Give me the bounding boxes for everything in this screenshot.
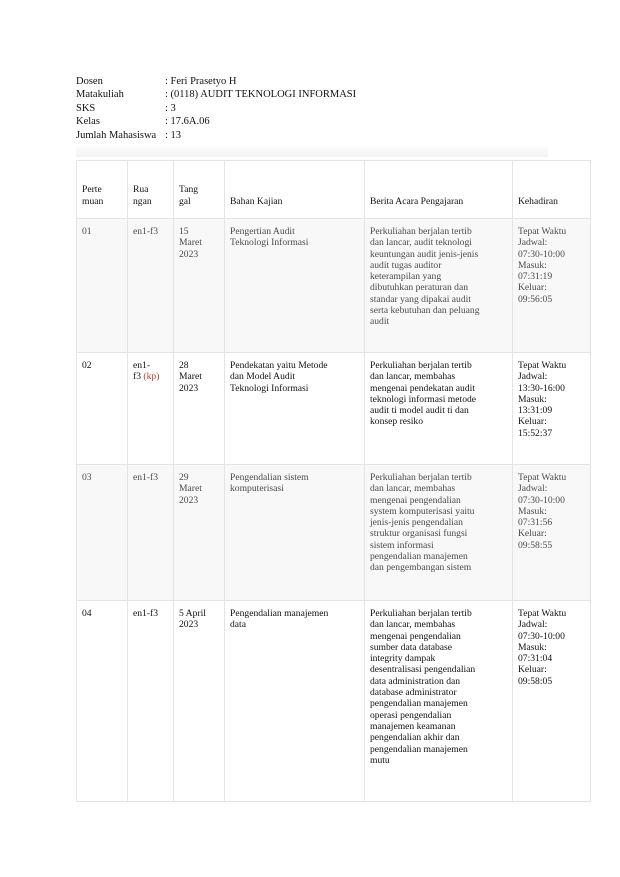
text-line: pengendalian akhir dan — [370, 732, 460, 744]
text-line: Masuk: — [518, 641, 547, 653]
text-line: 2023 — [179, 619, 199, 631]
column-header — [77, 161, 128, 219]
text-line: Jadwal: — [518, 237, 548, 249]
text-line: 13:30-16:00 — [518, 382, 565, 394]
text-line: Keluar: — [518, 528, 547, 540]
text-line: 07:31:56 — [518, 517, 553, 529]
text-line: 2023 — [179, 382, 199, 394]
text-line: mengenai pengendalian — [370, 630, 461, 642]
text-line: mengenai pendekatan audit — [370, 382, 475, 394]
text-line: 07:30-10:00 — [518, 248, 565, 260]
info-value: : 17.6A.06 — [165, 116, 210, 128]
text-line: Tepat Waktu — [518, 472, 567, 483]
tanggal-cell — [174, 219, 225, 353]
text-line: teknologi informasi metode — [370, 393, 477, 405]
info-row — [76, 102, 356, 115]
text-line: Jadwal: — [518, 483, 548, 495]
text-line: Masuk: — [518, 259, 547, 271]
text-line: gal — [179, 195, 191, 207]
column-header — [225, 161, 365, 219]
ruangan-cell — [128, 601, 174, 802]
text-line: ngan — [133, 195, 152, 207]
info-row — [76, 115, 356, 128]
text-line: dan lancar, membahas — [370, 371, 456, 383]
table-row — [77, 601, 591, 802]
header-divider — [76, 145, 548, 157]
text-line: keuntungan audit jenis-jenis — [370, 248, 479, 260]
text-line: Rua — [133, 184, 149, 196]
table-row — [77, 465, 591, 601]
text-line: 07:31:19 — [518, 271, 553, 283]
text-line: serta kebutuhan dan peluang — [370, 305, 480, 317]
text-line: manajemen keamanan — [370, 720, 456, 732]
text-line: pengendalian manajemen — [370, 698, 468, 710]
text-line: pengendalian manajemen — [370, 743, 468, 755]
text-line: Keluar: — [518, 282, 547, 294]
text-line: Perkuliahan berjalan tertib — [370, 608, 472, 619]
kehadiran-cell — [513, 219, 591, 353]
text-line: 09:58:55 — [518, 539, 553, 551]
info-row — [76, 75, 356, 88]
berita-acara-cell — [365, 353, 513, 465]
text-line: Jadwal: — [518, 371, 548, 383]
column-header — [174, 161, 225, 219]
pertemuan-cell: 04 — [77, 601, 128, 802]
text-line: 07:30-10:00 — [518, 494, 565, 506]
info-label: Dosen — [76, 76, 103, 87]
text-line: 15:52:37 — [518, 427, 553, 439]
text-line: 15 — [179, 226, 189, 237]
table-row — [77, 353, 591, 465]
bahan-kajian-cell — [225, 601, 365, 802]
info-label: Jumlah Mahasiswa — [76, 129, 157, 141]
bahan-kajian-cell — [225, 219, 365, 353]
text-line: konsep resiko — [370, 416, 424, 428]
text-line: 29 — [179, 472, 189, 483]
text-line: system komputerisasi yaitu — [370, 505, 475, 517]
text-line: 07:31:04 — [518, 653, 553, 665]
bahan-kajian-cell — [225, 465, 365, 601]
text-line: keterampilan yang — [370, 271, 442, 283]
text-line: 2023 — [179, 494, 199, 506]
text-line: en1-f3 — [133, 608, 159, 619]
text-line: Jadwal: — [518, 619, 548, 631]
info-label: SKS — [76, 102, 96, 114]
text-line: integrity dampak — [370, 653, 436, 665]
text-line: Tang — [179, 184, 199, 196]
text-line: 28 — [179, 360, 189, 371]
info-label: Matakuliah — [76, 89, 124, 101]
berita-acara-cell — [365, 219, 513, 353]
table-header-row — [77, 161, 591, 219]
text-line: dibutuhkan peraturan dan — [370, 282, 469, 294]
text-line: database administrator — [370, 687, 457, 699]
kehadiran-cell — [513, 601, 591, 802]
text-line: Tepat Waktu — [518, 226, 567, 237]
column-header — [128, 161, 174, 219]
text-line: desentralisasi pengendalian — [370, 664, 476, 676]
info-value: : 3 — [165, 102, 176, 114]
text-line: Perte — [82, 184, 102, 196]
course-info-block — [76, 75, 356, 142]
table-row — [77, 219, 591, 353]
text-line: Tepat Waktu — [518, 608, 567, 619]
text-line: Keluar: — [518, 664, 547, 676]
tanggal-cell — [174, 465, 225, 601]
text-line: mutu — [370, 754, 390, 766]
text-line: 07:30-10:00 — [518, 630, 565, 642]
text-line: data — [230, 619, 246, 631]
text-line: audit tugas auditor — [370, 259, 442, 271]
text-line: Teknologi Informasi — [230, 237, 309, 249]
text-line: 2023 — [179, 248, 199, 260]
text-line: dan lancar, membahas — [370, 483, 456, 495]
berita-acara-cell — [365, 465, 513, 601]
text-line: en1-f3 — [133, 226, 159, 237]
kehadiran-cell — [513, 465, 591, 601]
tanggal-cell — [174, 601, 225, 802]
room-note: (kp) — [143, 371, 160, 383]
column-header — [513, 161, 591, 219]
text-line: standar yang dipakai audit — [370, 293, 471, 305]
text-line: operasi pengendalian — [370, 709, 452, 721]
pertemuan-cell: 02 — [77, 353, 128, 465]
text-line: Pendekatan yaitu Metode — [230, 360, 328, 371]
text-line: 09:56:05 — [518, 293, 553, 305]
tanggal-cell — [174, 353, 225, 465]
text-line: Pengendalian sistem — [230, 472, 309, 483]
text-line: Teknologi Informasi — [230, 382, 309, 394]
text-line: Berita Acara Pengajaran — [370, 195, 464, 207]
text-line: Kehadiran — [518, 195, 558, 207]
text-line: Masuk: — [518, 393, 547, 405]
text-line: Perkuliahan berjalan tertib — [370, 226, 472, 237]
text-line: mengenai pengendalian — [370, 494, 461, 506]
text-line: en1-f3 — [133, 472, 159, 483]
text-line: Keluar: — [518, 416, 547, 428]
text-line: en1- — [133, 360, 151, 371]
info-value: : (0118) AUDIT TEKNOLOGI INFORMASI — [165, 89, 357, 101]
text-line: Bahan Kajian — [230, 195, 283, 207]
text-line: f3 — [133, 371, 141, 383]
berita-acara-cell — [365, 601, 513, 802]
info-value: : 13 — [165, 129, 182, 141]
text-line: sistem informasi — [370, 539, 434, 551]
text-line: 13:31:09 — [518, 405, 553, 417]
text-line: Perkuliahan berjalan tertib — [370, 360, 472, 371]
text-line: Pengertian Audit — [230, 226, 295, 237]
pertemuan-cell: 03 — [77, 465, 128, 601]
ruangan-cell — [128, 219, 174, 353]
text-line: muan — [82, 195, 104, 207]
pertemuan-cell: 01 — [77, 219, 128, 353]
info-row — [76, 129, 356, 142]
text-line: komputerisasi — [230, 483, 284, 495]
text-line: jenis-jenis pengendalian — [370, 517, 463, 529]
ruangan-cell — [128, 353, 174, 465]
ruangan-cell — [128, 465, 174, 601]
text-line: Tepat Waktu — [518, 360, 567, 371]
bahan-kajian-cell — [225, 353, 365, 465]
text-line: Pengendalian manajemen — [230, 608, 329, 619]
text-line: 09:58:05 — [518, 675, 553, 687]
info-value: : Feri Prasetyo H — [165, 76, 237, 87]
text-line: audit — [370, 316, 390, 328]
text-line: dan Model Audit — [230, 371, 296, 383]
info-row — [76, 88, 356, 101]
text-line: dan lancar, audit teknologi — [370, 237, 472, 249]
text-line: 5 April — [179, 608, 206, 619]
text-line: audit ti model audit ti dan — [370, 405, 469, 417]
column-header — [365, 161, 513, 219]
teaching-log-table — [76, 160, 591, 802]
text-line: Perkuliahan berjalan tertib — [370, 472, 472, 483]
text-line: Masuk: — [518, 505, 547, 517]
info-label: Kelas — [76, 116, 100, 128]
text-line: struktur organisasi fungsi — [370, 528, 468, 540]
text-line: data administration dan — [370, 675, 461, 687]
text-line: sumber data database — [370, 641, 453, 653]
text-line: Maret — [179, 371, 202, 383]
kehadiran-cell — [513, 353, 591, 465]
text-line: pengendalian manajemen — [370, 551, 468, 563]
text-line: dan lancar, membahas — [370, 619, 456, 631]
text-line: Maret — [179, 237, 202, 249]
text-line: dan pengembangan sistem — [370, 562, 472, 574]
text-line: Maret — [179, 483, 202, 495]
